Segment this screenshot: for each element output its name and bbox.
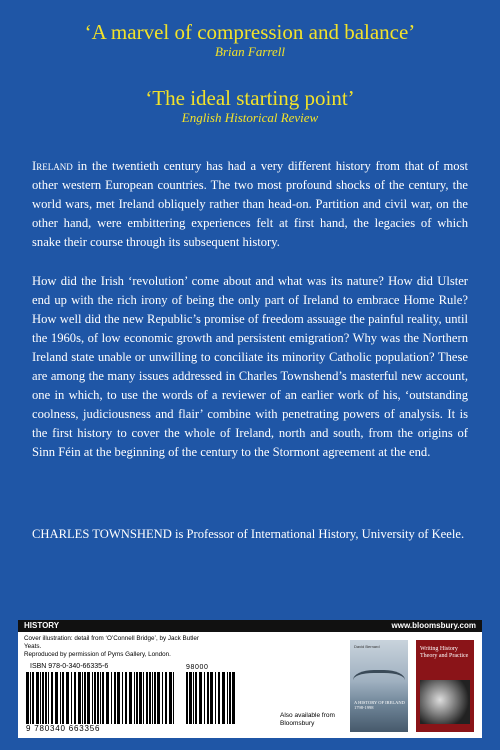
barcode-bar (139, 672, 142, 724)
barcode-bar (152, 672, 153, 724)
barcode-bar (154, 672, 156, 724)
cover-credit (24, 635, 214, 659)
barcode-bar (136, 672, 138, 724)
book-cover-history-of-ireland (350, 640, 408, 732)
price-code: 98000 (186, 664, 209, 671)
barcode-bar (32, 672, 34, 724)
barcode-bar (146, 672, 148, 724)
barcode-bar (149, 672, 152, 724)
author-note: CHARLES TOWNSHEND is Professor of International History, University of Keele. (32, 527, 465, 541)
blurb-lead-word: Ireland (32, 159, 73, 173)
barcode-bar (51, 672, 53, 724)
barcode-bar (114, 672, 116, 724)
barcode-bar (229, 672, 231, 724)
barcode-bar (173, 672, 174, 724)
book1-title: A HISTORY OF IRELAND 1798-1998 (354, 700, 405, 710)
price-barcode (186, 672, 240, 724)
barcode-bar (195, 672, 197, 724)
barcode-bar (97, 672, 100, 724)
barcode-bar (162, 672, 163, 724)
book-cover-writing-history (416, 640, 474, 732)
barcode-bar (210, 672, 213, 724)
barcode-bar (82, 672, 83, 724)
quote-2-text: ‘The ideal starting point’ (145, 86, 355, 110)
barcode-bar (227, 672, 228, 724)
price-addon (186, 664, 240, 724)
barcode-bar (143, 672, 144, 724)
also-available-label: Also available from Bloomsbury (280, 712, 335, 727)
barcode-bar (102, 672, 104, 724)
barcode-bar (94, 672, 96, 724)
book2-title: Writing History Theory and Practice (420, 646, 469, 659)
barcode-bar (66, 672, 69, 724)
category-bar (18, 620, 482, 632)
barcode-bar (157, 672, 160, 724)
blurb-paragraph-1 (32, 157, 468, 252)
barcode-bar (125, 672, 127, 724)
isbn-label: ISBN 978-0-340-66335-6 (30, 663, 109, 670)
barcode-bar (106, 672, 109, 724)
barcode-bar (111, 672, 112, 724)
barcode-bar (186, 672, 188, 724)
barcode-bar (36, 672, 39, 724)
credit-line-1: Cover illustration: detail from ‘O’Connell Bridge’, by Jack Butler Yeats. (24, 635, 199, 650)
quote-1 (0, 20, 500, 60)
blurb-paragraph-1-body: in the twentieth century has had a very different history from that of most other western European countries. The two most profound shocks of the century, the world wars, met Ireland obliquely rather than head-on. Partition and civil war, on the other hand, were embittering experiences felt at first hand, the legacies of which snake their course through its subsequent history. (32, 159, 468, 249)
barcode-bar (199, 672, 202, 724)
barcode-bar (84, 672, 86, 724)
barcode-bar (169, 672, 172, 724)
barcode-bar (48, 672, 49, 724)
credit-line-2: Reproduced by permission of Pyms Gallery, London. (24, 651, 171, 658)
barcode-bar (71, 672, 72, 724)
barcode-bar (87, 672, 90, 724)
barcode-bar (30, 672, 31, 724)
barcode-bar (204, 672, 205, 724)
barcode-bar (189, 672, 192, 724)
barcode-bar (122, 672, 123, 724)
barcode-bar (78, 672, 81, 724)
barcode-bar (100, 672, 101, 724)
category-label: HISTORY (24, 621, 60, 630)
barcode-bar (60, 672, 61, 724)
barcode-bar (55, 672, 58, 724)
quote-1-attribution: Brian Farrell (215, 44, 285, 59)
back-cover-panel (18, 620, 482, 738)
barcode-bar (215, 672, 216, 724)
barcode-bar (117, 672, 120, 724)
barcode-bar (40, 672, 41, 724)
barcode-bar (165, 672, 167, 724)
barcode-bar (222, 672, 225, 724)
publisher-website: www.bloomsbury.com (391, 621, 476, 630)
book1-author: David Bernard (354, 644, 380, 649)
barcode-number: 9 780340 663356 (26, 724, 101, 733)
barcode-bar (62, 672, 64, 724)
barcode-bar (134, 672, 135, 724)
barcode-bar (207, 672, 209, 724)
barcode-bar (26, 672, 29, 724)
quote-2 (0, 86, 500, 126)
barcode-bar (218, 672, 220, 724)
barcode-bar (232, 672, 235, 724)
barcode-bar (129, 672, 132, 724)
blurb-paragraph-2: How did the Irish ‘revolution’ come about and what was its nature? How did Ulster end up with the rich irony of being the only part of Ireland to embrace Home Rule? How well did the new Republic’s promise of freedom assuage the painful reality, until the 1960s, of low economic growth and persistent emigration? Why was the Northern Ireland state unable or unwilling to conciliate its minority Catholic population? These are among the many issues addressed in Charles Townshend’s masterful new account, one in which, to use the words of a reviewer of an earlier work of his, ‘outstanding coolness, judiciousness and flair’ combine with penetrating powers of analysis. It is the first history to cover the whole of Ireland, north and south, from the origins of Sinn Féin at the beginning of the century to the Stormont agreement at the end. (32, 274, 468, 459)
barcode-bar (92, 672, 93, 724)
quote-2-attribution: English Historical Review (181, 110, 319, 125)
barcode-bar (45, 672, 48, 724)
barcode-bar (74, 672, 76, 724)
bridge-illustration (353, 670, 405, 695)
barcode-bar (42, 672, 44, 724)
book2-photo (420, 680, 470, 724)
barcode (26, 672, 176, 724)
quote-1-text: ‘A marvel of compression and balance’ (84, 20, 416, 44)
barcode-bar (193, 672, 194, 724)
